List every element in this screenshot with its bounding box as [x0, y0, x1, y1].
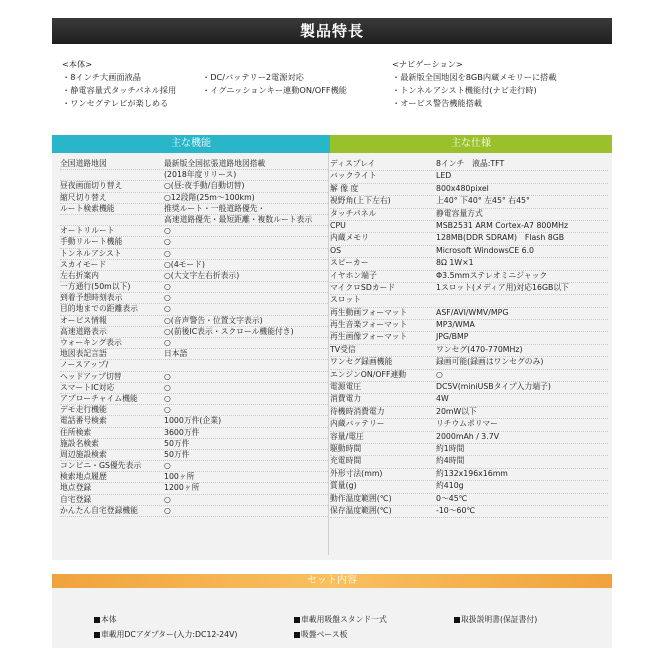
spec-label: アプローチャイム機能 [60, 393, 138, 403]
spec-row [330, 271, 608, 283]
spec-value: -10～60℃ [436, 505, 476, 515]
spec-row [60, 338, 328, 349]
spec-row [330, 382, 608, 394]
intro-body-features-2 [202, 71, 402, 97]
spec-value: 日本語 [164, 349, 188, 359]
spec-value: 50万件 [164, 449, 190, 459]
spec-row [330, 308, 608, 320]
spec-label: オービス情報 [60, 315, 107, 325]
spec-value: LED [436, 171, 452, 181]
spec-row [60, 237, 328, 248]
set-item [94, 629, 237, 640]
spec-row [330, 283, 608, 295]
spec-value: 20mW以下 [436, 406, 477, 416]
spec-row [60, 249, 328, 260]
intro-line: ・最新版全国地図を8GB内蔵メモリーに搭載 [392, 72, 557, 82]
spec-row [330, 419, 608, 431]
bullet-square-icon [294, 617, 300, 623]
intro-line: <ナビゲーション> [392, 59, 463, 69]
spec-row [60, 293, 328, 304]
spec-label: 充電時間 [330, 456, 362, 466]
bullet-square-icon [94, 632, 100, 638]
intro-line: ・ワンセグテレビが楽しめる [62, 98, 169, 108]
intro-section [62, 58, 607, 126]
spec-value: 3600万件 [164, 427, 200, 437]
spec-label: 到着予想時刻表示 [60, 293, 123, 303]
spec-row [60, 383, 328, 394]
functions-list [60, 159, 328, 517]
spec-value: 約132x196x16mm [436, 468, 508, 478]
spec-label: タッチパネル [330, 208, 377, 218]
spec-row [330, 345, 608, 357]
spec-label: ルート検索機能 [60, 203, 115, 213]
spec-row [330, 394, 608, 406]
spec-row [330, 233, 608, 245]
spec-label: 自宅登録 [60, 494, 92, 504]
spec-row [330, 246, 608, 258]
spec-value: 100ヶ所 [164, 472, 195, 482]
spec-label: TV受信 [330, 344, 356, 354]
spec-label: 容量/電圧 [330, 431, 364, 441]
spec-label: OS [330, 245, 342, 255]
spec-row [330, 407, 608, 419]
spec-row [60, 260, 328, 271]
spec-value: 1スロット(メディア用)対応16GB以下 [436, 282, 569, 292]
spec-value: ○(音声警告・位置文字表示) [164, 315, 263, 325]
spec-row [60, 506, 328, 517]
spec-label: ヘッドアップ切替 [60, 371, 122, 381]
spec-label: 一方通行(50m以下) [60, 282, 131, 292]
spec-value: 最新版全国拡張道路地図搭載 [164, 159, 266, 168]
spec-label: 施設名検索 [60, 438, 99, 448]
spec-label: マイクロSDカード [330, 282, 396, 292]
spec-label: 全国道路地図 [60, 159, 107, 168]
spec-row [330, 456, 608, 468]
intro-line: ・静電容量式タッチパネル採用 [62, 85, 177, 95]
spec-label: デモ走行機能 [60, 405, 107, 415]
spec-row [60, 439, 328, 450]
spec-value: 50万件 [164, 438, 190, 448]
spec-row [330, 221, 608, 233]
spec-row [60, 181, 328, 192]
spec-row [60, 327, 328, 338]
spec-label: 手動リルート機能 [60, 237, 123, 247]
spec-value: 録画可能(録画はワンセグのみ) [436, 357, 544, 367]
spec-value: 8インチ 液晶:TFT [436, 159, 505, 168]
spec-value: 8Ω 1W×1 [436, 258, 474, 268]
spec-row [60, 483, 328, 494]
spec-row [60, 472, 328, 483]
set-contents-panel [52, 588, 612, 648]
spec-label: 駆動時間 [330, 443, 362, 453]
spec-value: ○ [164, 282, 171, 292]
spec-row [330, 506, 608, 518]
spec-row [330, 432, 608, 444]
spec-label: 検索地点履歴 [60, 472, 107, 482]
spec-row [330, 469, 608, 481]
spec-row [60, 304, 328, 315]
spec-row [60, 461, 328, 472]
spec-label: スピーカー [330, 258, 369, 268]
spec-value: ○(4モード) [164, 259, 205, 269]
set-item-label: 取扱説明書(保証書付) [461, 615, 538, 624]
specs-list [330, 159, 608, 518]
spec-row [60, 193, 328, 204]
spec-row [60, 428, 328, 439]
spec-value: ○ [164, 226, 171, 236]
spec-row [60, 495, 328, 506]
spec-label: 動作温度範囲(℃) [330, 493, 392, 503]
intro-line: ・イグニッションキー連動ON/OFF機能 [202, 85, 347, 95]
bullet-square-icon [454, 617, 460, 623]
spec-label: かんたん自宅登録機能 [60, 505, 138, 515]
spec-panel [52, 135, 612, 560]
page-title: 製品特長 [52, 18, 612, 44]
spec-value: ○ [164, 248, 171, 258]
spec-row [330, 357, 608, 369]
spec-value: 上40° 下40° 左45° 右45° [436, 196, 530, 206]
spec-row [330, 332, 608, 344]
spec-row [330, 258, 608, 270]
spec-row [60, 215, 328, 226]
spec-row [330, 320, 608, 332]
specs-header: 主な仕様 [330, 135, 612, 153]
spec-label: ディスプレイ [330, 159, 376, 168]
spec-row [60, 372, 328, 383]
spec-label: ノースアップ/ [60, 360, 109, 370]
spec-value: ワンセグ(470-770MHz) [436, 344, 523, 354]
spec-label: ワンセグ録画機能 [330, 357, 393, 367]
spec-label: 住所検索 [60, 427, 92, 437]
spec-value: 2000mAh / 3.7V [436, 431, 500, 441]
spec-label: イヤホン端子 [330, 270, 377, 280]
spec-label: スカイモード [60, 259, 107, 269]
spec-value: 静電容量方式 [436, 208, 483, 218]
set-contents-header: セット内容 [52, 574, 612, 588]
spec-label: 昼夜画面切り替え [60, 181, 123, 191]
spec-value: MP3/WMA [436, 320, 475, 330]
spec-label: 電話番号検索 [60, 416, 107, 426]
spec-label: 消費電力 [330, 394, 362, 404]
spec-value: ○12段階(25m～100km) [164, 192, 255, 202]
spec-value: 1000万件(企業) [164, 416, 222, 426]
spec-row [60, 282, 328, 293]
spec-value: ○(昼:夜手動/自動切替) [164, 181, 245, 191]
spec-row [330, 370, 608, 382]
spec-label: 電源電圧 [330, 382, 362, 392]
intro-line: ・オービス警告機能搭載 [392, 98, 483, 108]
column-divider [328, 153, 329, 555]
spec-value: ○ [164, 393, 171, 403]
spec-value: (2018年度リリース) [164, 170, 237, 180]
spec-label: 縮尺切り替え [60, 192, 107, 202]
intro-navigation-features [392, 58, 622, 110]
set-item-label: 吸盤ベース板 [301, 630, 348, 639]
spec-label: 周辺施設検索 [60, 449, 107, 459]
spec-label: コンビニ・GS優先表示 [60, 461, 142, 471]
intro-body-features [62, 58, 202, 110]
spec-label: 左右折案内 [60, 270, 99, 280]
spec-row [330, 494, 608, 506]
spec-value: 4W [436, 394, 449, 404]
spec-row [330, 159, 608, 171]
spec-row [60, 316, 328, 327]
spec-value: ASF/AVI/WMV/MPG [436, 307, 509, 317]
spec-row [60, 170, 328, 181]
spec-row [60, 394, 328, 405]
spec-row [330, 209, 608, 221]
spec-label: ウォーキング表示 [60, 338, 122, 347]
spec-value: ○(大文字左右折表示) [164, 270, 240, 280]
functions-header: 主な機能 [52, 135, 330, 153]
set-item-label: 車載用DCアダプター(入力:DC12-24V) [101, 630, 238, 639]
spec-value: 約410g [436, 481, 464, 491]
spec-value: ○ [164, 405, 171, 415]
spec-value: 推奨ルート・一般道路優先・ [164, 203, 266, 213]
spec-value: JPG/BMP [436, 332, 469, 342]
spec-value: 1200ヶ所 [164, 483, 200, 493]
spec-label: エンジンON/OFF連動 [330, 369, 407, 379]
spec-label: 解 像 度 [330, 183, 359, 193]
spec-row [330, 171, 608, 183]
spec-label: 地図表記言語 [60, 349, 107, 359]
spec-value: Φ3.5mmステレオミニジャック [436, 270, 548, 280]
spec-row [60, 226, 328, 237]
spec-row [330, 444, 608, 456]
spec-label: 再生音楽フォーマット [330, 320, 408, 330]
spec-row [60, 405, 328, 416]
spec-label: 高速道路表示 [60, 326, 107, 336]
set-item [454, 614, 537, 625]
spec-value: 800x480pixel [436, 183, 489, 193]
spec-row [60, 349, 328, 360]
spec-value: DC5V(miniUSBタイプ入力端子) [436, 382, 551, 392]
bullet-square-icon [94, 617, 100, 623]
spec-value: ○ [164, 338, 171, 347]
spec-label: 目的地までの距離表示 [60, 304, 138, 314]
spec-label: バックライト [330, 171, 377, 181]
spec-value: ○ [164, 293, 171, 303]
spec-row [60, 271, 328, 282]
intro-line: ・8インチ大画面液晶 [62, 72, 141, 82]
spec-label: 外形寸法(mm) [330, 468, 383, 478]
spec-row [330, 196, 608, 208]
set-item [294, 629, 347, 640]
spec-label: オートリルート [60, 226, 115, 236]
spec-label: 再生画像フォーマット [330, 332, 408, 342]
spec-label: CPU [330, 220, 346, 230]
spec-value: ○(前後IC表示・スクロール機能付き) [164, 326, 294, 336]
intro-line: ・トンネルアシスト機能付(ナビ走行時) [392, 85, 537, 95]
intro-line: <本体> [62, 59, 93, 69]
bullet-square-icon [294, 632, 300, 638]
intro-line: ・DC/バッテリー2電源対応 [202, 72, 304, 82]
spec-row [330, 481, 608, 493]
spec-label: 質量(g) [330, 481, 357, 491]
spec-value: 高速道路優先・最短距離・複数ルート表示 [164, 214, 313, 224]
spec-label: スロット [330, 295, 362, 305]
spec-value: ○ [164, 461, 171, 471]
spec-label: 内蔵メモリ [330, 233, 369, 243]
spec-value: ○ [164, 505, 171, 515]
spec-value: 約4時間 [436, 456, 465, 466]
spec-row [60, 204, 328, 215]
spec-row [330, 184, 608, 196]
spec-label: 内蔵バッテリー [330, 419, 385, 429]
spec-value: ○ [164, 304, 171, 314]
spec-value: Microsoft WindowsCE 6.0 [436, 245, 535, 255]
spec-value: 128MB(DDR SDRAM) Flash 8GB [436, 233, 565, 243]
spec-row [60, 360, 328, 371]
spec-value: ○ [164, 382, 171, 392]
spec-label: 再生動画フォーマット [330, 307, 408, 317]
spec-label: 待機時消費電力 [330, 406, 385, 416]
spec-label: 視野角(上下左右) [330, 196, 391, 206]
spec-value: ○ [164, 371, 171, 381]
spec-value: ○ [436, 369, 443, 379]
spec-row [60, 416, 328, 427]
set-item [294, 614, 387, 625]
set-item-label: 車載用吸盤スタンド一式 [301, 615, 387, 624]
spec-row [60, 159, 328, 170]
spec-row [60, 450, 328, 461]
spec-label: スマートIC対応 [60, 382, 115, 392]
spec-value: ○ [164, 494, 171, 504]
spec-value: 0～45℃ [436, 493, 468, 503]
spec-value: 約1時間 [436, 443, 465, 453]
set-item-label: 本体 [101, 615, 117, 624]
spec-value: リチウムポリマー [436, 419, 498, 429]
spec-value: ○ [164, 237, 171, 247]
set-item [94, 614, 117, 625]
spec-row [330, 295, 608, 307]
spec-label: 地点登録 [60, 483, 92, 493]
spec-value: MSB2531 ARM Cortex-A7 800MHz [436, 220, 569, 230]
spec-label: 保存温度範囲(℃) [330, 505, 392, 515]
spec-label: トンネルアシスト [60, 248, 122, 258]
